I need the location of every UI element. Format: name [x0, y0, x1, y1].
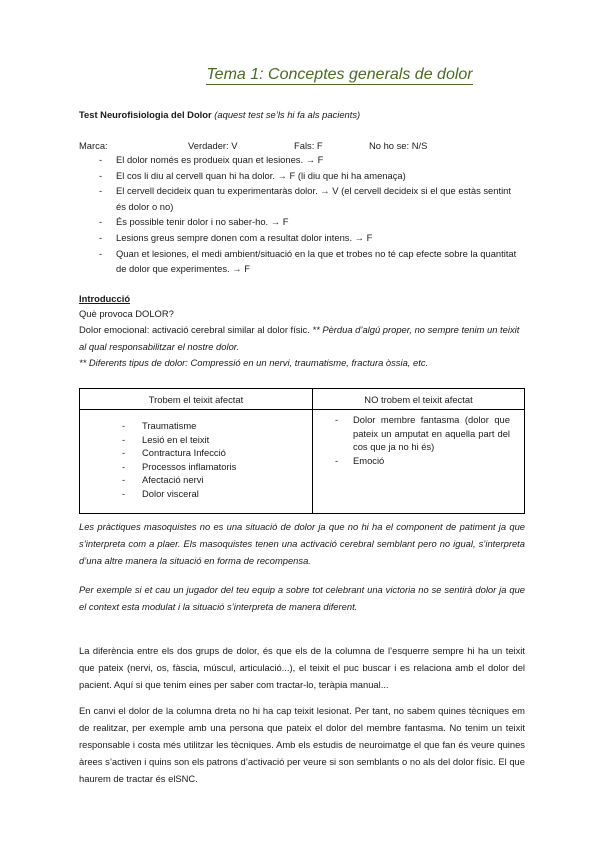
affected-tissue-list: [80, 410, 312, 513]
intro-emotional-pain: [79, 322, 524, 355]
list-item: - Emoció: [313, 454, 510, 468]
test-statement: - És possible tenir dolor i no saber-ho. → F: [79, 214, 519, 230]
test-statement: - Quan et lesiones, el medi ambient/situació en la que et trobes no té cap efecte sobre la quantitat de dolor que experimentes. → F: [79, 246, 519, 277]
list-item: - Dolor membre fantasma (dolor que pateix un amputat en aquella part del cos que ja no hi és): [313, 413, 510, 454]
fals-label: Fals: F: [294, 140, 323, 151]
intro-question: Què provoca DOLOR?: [79, 308, 174, 319]
test-statement: - Lesions greus sempre donen com a resultat dolor intens. → F: [79, 230, 519, 246]
no-tissue-list: [313, 410, 524, 479]
document-title-text: Tema 1: Conceptes generals de dolor: [206, 66, 473, 83]
test-statement: - El cos li diu al cervell quan hi ha dolor. → F (li diu que hi ha amenaça): [79, 168, 519, 184]
test-title: Test Neurofisiologia del Dolor: [79, 109, 212, 120]
list-item: - Processos inflamatoris: [80, 460, 312, 474]
list-item: - Dolor visceral: [80, 487, 312, 501]
intro-pain-types: [79, 355, 524, 371]
test-heading: [79, 107, 360, 123]
document-title: [0, 66, 601, 84]
test-statements-list: [79, 152, 519, 277]
list-item: - Contractura Infecció: [80, 446, 312, 460]
table-header-left: Trobem el teixit afectat: [80, 389, 313, 410]
intro-emotional-text: Dolor emocional: activació cerebral similar al dolor físic.: [79, 324, 310, 336]
intro-heading: Introducció: [79, 293, 131, 304]
table-header-right: NO trobem el teixit afectat: [313, 389, 525, 410]
intro-emotional-note: ** Pèrdua d’algú proper, no sempre tenim un teixit al qual responsabilitzar el nostre dolor.: [79, 324, 520, 352]
paragraph-difference: La diferència entre els dos grups de dolor, és que els de la columna de l’esquerre sempre hi ha un teixit que pateix (nervi, os, fàscia, múscul, articulació...), el teixit el puc buscar i es relaciona amb el dolor del pacient. Aquí si que tenim eines per saber com tractar-lo, teràpia manual...: [79, 645, 525, 690]
verdader-label: Verdader: V: [188, 140, 238, 151]
table-cell-right: [313, 410, 525, 514]
intro-block: [79, 306, 524, 372]
intro-pain-types-note: ** Diferents tipus de dolor: Compressió en un nervi, traumatisme, fractura òssia, etc.: [79, 357, 429, 369]
noho-label: No ho se: N/S: [369, 140, 428, 151]
test-subtitle: (aquest test se’ls hi fa als pacients): [214, 109, 361, 120]
list-item: - Afectació nervi: [80, 473, 312, 487]
list-item: - Lesió en el teixit: [80, 433, 312, 447]
test-statement: - El cervell decideix quan tu experimentaràs dolor. → V (el cervell decideix si el que estàs sentint és dolor o no): [79, 183, 519, 214]
table-cell-left: [80, 410, 313, 514]
paragraph-right-column: En canvi el dolor de la columna dreta no hi ha cap teixit lesionat. Per tant, no sabem quines tècniques em de realitzar, per exemple amb una persona que pateix el dolor del membre fantasma. No tenim un teixit responsable i costa més utilitzar les tècniques. Amb els estudis de neuroimatge el que fan és veure quines àrees s’activen i quins son els patrons d’activació per veure si son semblants o no als del dolor físic. El que haurem de tractar és elSNC.: [79, 705, 525, 784]
paragraph-masochism: Les pràctiques masoquistes no es una situació de dolor ja que no hi ha el component de patiment ja que s’interpreta com a plaer. Els masoquistes tenen una activació cerebral semblant pero no igual, s’interpreta d’una altre manera la situació en forma de recompensa.: [79, 521, 525, 566]
marca-label: Marca:: [79, 140, 108, 151]
paragraph-context-example: Per exemple si et cau un jugador del teu equip a sobre tot celebrant una victoria no se sentirà dolor ja que el context esta modulat i la situació s’interpreta de manera diferent.: [79, 584, 525, 612]
tissue-table: [79, 388, 525, 514]
list-item: - Traumatisme: [80, 419, 312, 433]
test-statement: - El dolor només es produeix quan et lesiones. → F: [79, 152, 519, 168]
